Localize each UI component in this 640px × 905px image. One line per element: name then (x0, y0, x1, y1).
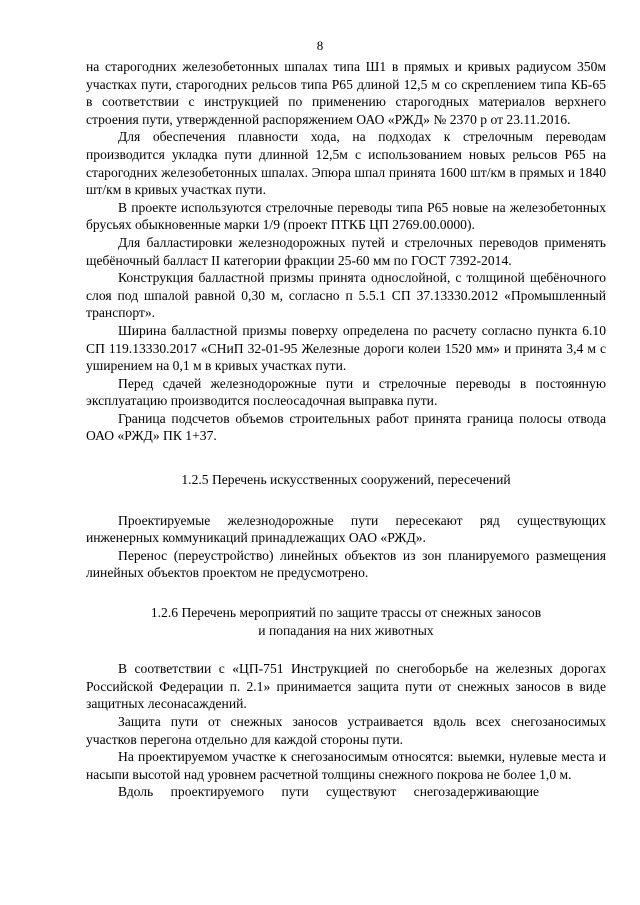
section-heading-line-2: и попадания на них животных (258, 622, 434, 638)
paragraph: Перед сдачей железнодорожные пути и стрелочные переводы в постоянную эксплуатацию производится послеосадочная выправка пути. (86, 375, 606, 409)
section-heading-1-2-6 (86, 604, 606, 639)
page-body (86, 58, 606, 801)
page-number: 8 (316, 38, 324, 53)
paragraph: Проектируемые железнодорожные пути пересекают ряд существующих инженерных коммуникаций принадлежащих ОАО «РЖД». (86, 512, 606, 546)
paragraph: Перенос (переустройство) линейных объектов из зон планируемого размещения линейных объектов проектом не предусмотрено. (86, 547, 606, 581)
paragraph: На проектируемом участке к снегозаносимым относятся: выемки, нулевые места и насыпи высотой над уровнем расчетной толщины снежного покрова не более 1,0 м. (86, 749, 606, 782)
paragraph: Ширина балластной призмы поверху определена по расчету согласно пункта 6.10 СП 119.13330.2017 «СНиП 32-01-95 Железные дороги колеи 1520 мм» и принята 3,4 м с уширением на 0,1 м в кривых участках пути. (86, 322, 606, 374)
paragraph: Конструкция балластной призмы принята однослойной, с толщиной щебёночного слоя под шпалой равной 0,30 м, согласно п 5.5.1 СП 37.13330.2012 «Промышленный транспорт». (86, 270, 606, 321)
paragraph: В соответствии с «ЦП-751 Инструкцией по снегоборьбе на железных дорогах Российской Федерации п. 2.1» принимается защита пути от снежных заносов в виде защитных лесонасаждений. (86, 661, 606, 712)
paragraph: В проекте используются стрелочные переводы типа Р65 новые на железобетонных брусьях обыкновенные марки 1/9 (проект ПТКБ ЦП 2769.00.0000). (86, 199, 606, 233)
section-heading-line-1: 1.2.6 Перечень мероприятий по защите трассы от снежных заносов (150, 605, 542, 621)
section-heading-1-2-5: 1.2.5 Перечень искусственных сооружений, пересечений (181, 472, 511, 488)
paragraph: Защита пути от снежных заносов устраивается вдоль всех снегозаносимых участков перегона отдельно для каждой стороны пути. (86, 714, 606, 747)
paragraph: Вдоль проектируемого пути существуют снегозадерживающие (118, 784, 540, 800)
paragraph: Граница подсчетов объемов строительных работ принята граница полосы отвода ОАО «РЖД» ПК 1+37. (86, 410, 606, 444)
paragraph: на старогодних железобетонных шпалах типа Ш1 в прямых и кривых радиусом 350м участках пути, старогодних рельсов типа Р65 длиной 12,5 м со скреплением типа КБ-65 в соответствии с инструкцией по применению старогодных материалов верхнего строения пути, утвержденной распоряжением ОАО «РЖД» № 2370 р от 23.11.2016. (86, 59, 606, 127)
paragraph: Для обеспечения плавности хода, на подходах к стрелочным переводам производится укладка пути длинной 12,5м с использованием новых рельсов Р65 на старогодних железобетонных шпалах. Эпюра шпал принята 1600 шт/км в прямых и 1840 шт/км в кривых участках пути. (86, 129, 606, 198)
paragraph: Для балластировки железнодорожных путей и стрелочных переводов применять щебёночный балласт II категории фракции 25-60 мм по ГОСТ 7392-2014. (86, 234, 606, 268)
